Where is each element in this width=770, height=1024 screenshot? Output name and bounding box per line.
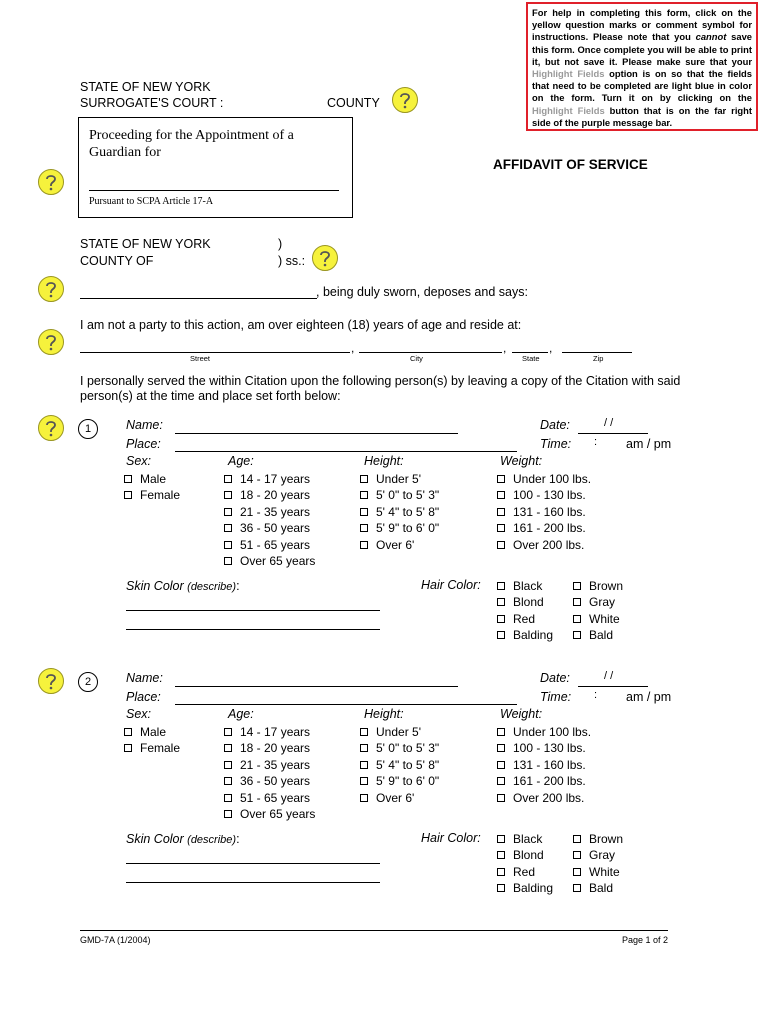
place-label: Place: [126, 690, 161, 704]
help-emphasis: cannot [695, 31, 727, 43]
help-text: button that is on the far right side of the purple message bar. [532, 104, 752, 128]
age-option[interactable]: 14 - 17 years [224, 725, 310, 739]
help-question-icon[interactable] [312, 245, 338, 271]
sworn-text: , being duly sworn, deposes and says: [316, 285, 528, 299]
place-field[interactable] [175, 451, 517, 452]
date-label: Date: [540, 418, 570, 432]
age-option[interactable]: 51 - 65 years [224, 538, 310, 552]
venue-ss: ) ss.: [278, 254, 306, 268]
height-option[interactable]: Under 5' [360, 472, 421, 486]
proceeding-caption: Proceeding for the Appointment of a Guardian for [89, 128, 294, 160]
height-option[interactable]: 5' 0" to 5' 3" [360, 488, 439, 502]
state-heading: STATE OF NEW YORK [80, 80, 211, 94]
hair-option[interactable]: Balding [497, 628, 553, 642]
height-option[interactable]: Over 6' [360, 538, 414, 552]
time-colon: : [594, 436, 598, 448]
state-field[interactable] [512, 352, 548, 353]
hair-option[interactable]: Black [497, 579, 542, 593]
hair-option[interactable]: Balding [497, 881, 553, 895]
footer-rule [80, 930, 668, 931]
height-label: Height: [364, 454, 404, 468]
height-label: Height: [364, 707, 404, 721]
venue-paren: ) [278, 237, 283, 251]
document-title: AFFIDAVIT OF SERVICE [493, 157, 648, 172]
weight-option[interactable]: 131 - 160 lbs. [497, 758, 586, 772]
skin-color-label: Skin Color (describe): [126, 579, 240, 593]
date-label: Date: [540, 671, 570, 685]
sex-option[interactable]: Male [124, 472, 166, 486]
hair-option[interactable]: Bald [573, 628, 613, 642]
person-block [0, 413, 770, 653]
help-text: save this form. Once complete you will be able to print it, but not save it. Please make sure that your [532, 31, 752, 67]
name-field[interactable] [175, 433, 458, 434]
court-heading: SURROGATE'S COURT : [80, 96, 224, 110]
hair-option[interactable]: White [573, 865, 620, 879]
hair-option[interactable]: Gray [573, 848, 615, 862]
skin-color-label: Skin Color (describe): [126, 832, 240, 846]
person-number: 1 [78, 419, 98, 439]
height-option[interactable]: 5' 9" to 6' 0" [360, 521, 439, 535]
help-question-icon[interactable] [38, 276, 64, 302]
date-field[interactable] [578, 686, 648, 687]
pursuant-text: Pursuant to SCPA Article 17-A [89, 196, 214, 207]
street-field[interactable] [80, 352, 350, 353]
skin-color-field[interactable] [126, 610, 380, 611]
hair-color-label: Hair Color: [421, 578, 481, 592]
city-label: City [410, 354, 423, 363]
proceeding-box [78, 117, 353, 218]
height-option[interactable]: 5' 4" to 5' 8" [360, 758, 439, 772]
weight-option[interactable]: 161 - 200 lbs. [497, 521, 586, 535]
age-option[interactable]: 18 - 20 years [224, 741, 310, 755]
help-question-icon[interactable] [392, 87, 418, 113]
guardian-name-field[interactable] [89, 190, 339, 191]
venue-county: COUNTY OF [80, 254, 154, 268]
hair-option[interactable]: Black [497, 832, 542, 846]
date-slashes: / / [604, 417, 614, 429]
age-label: Age: [228, 707, 254, 721]
weight-option[interactable]: Over 200 lbs. [497, 791, 584, 805]
comma: , [503, 341, 507, 355]
sex-label: Sex: [126, 454, 152, 468]
county-label: COUNTY [327, 96, 380, 110]
ampm-label: am / pm [626, 690, 672, 704]
height-option[interactable]: Under 5' [360, 725, 421, 739]
name-field[interactable] [175, 686, 458, 687]
sex-label: Sex: [126, 707, 152, 721]
street-label: Street [190, 354, 211, 363]
date-slashes: / / [604, 670, 614, 682]
weight-option[interactable]: Under 100 lbs. [497, 725, 591, 739]
hair-option[interactable]: Blond [497, 848, 544, 862]
not-party-text: I am not a party to this action, am over eighteen (18) years of age and reside at: [80, 318, 522, 332]
venue-state: STATE OF NEW YORK [80, 237, 211, 251]
zip-field[interactable] [562, 352, 632, 353]
help-text: option is on so that the fields that need to be completed are light blue in color on the form. Turn it on by clicking on the [532, 68, 752, 104]
skin-color-field[interactable] [126, 882, 380, 883]
age-label: Age: [228, 454, 254, 468]
highlight-fields-term: Highlight Fields [532, 104, 605, 116]
form-id: GMD-7A (1/2004) [80, 935, 151, 945]
age-option[interactable]: 36 - 50 years [224, 521, 310, 535]
sex-option[interactable]: Female [124, 741, 180, 755]
place-field[interactable] [175, 704, 517, 705]
height-option[interactable]: 5' 0" to 5' 3" [360, 741, 439, 755]
age-option[interactable]: 21 - 35 years [224, 505, 310, 519]
sex-option[interactable]: Male [124, 725, 166, 739]
ampm-label: am / pm [626, 437, 672, 451]
age-option[interactable]: Over 65 years [224, 807, 315, 821]
age-option[interactable]: Over 65 years [224, 554, 315, 568]
served-text: I personally served the within Citation upon the following person(s) by leaving a copy of the Citation with said person(s) at the time and place set forth below: [80, 374, 681, 403]
weight-option[interactable]: Under 100 lbs. [497, 472, 591, 486]
help-question-icon[interactable] [38, 415, 64, 441]
weight-label: Weight: [500, 707, 543, 721]
person-block [0, 666, 770, 906]
person-number: 2 [78, 672, 98, 692]
zip-label: Zip [593, 354, 604, 363]
hair-option[interactable]: Brown [573, 832, 623, 846]
page-number: Page 1 of 2 [622, 935, 669, 945]
hair-color-label: Hair Color: [421, 831, 481, 845]
hair-option[interactable]: White [573, 612, 620, 626]
height-option[interactable]: 5' 9" to 6' 0" [360, 774, 439, 788]
date-field[interactable] [578, 433, 648, 434]
hair-option[interactable]: Brown [573, 579, 623, 593]
hair-option[interactable]: Blond [497, 595, 544, 609]
time-label: Time: [540, 690, 572, 704]
help-text: For help in completing this form, click on the yellow question marks or comment symbol for instructions. Please note that you [532, 7, 752, 43]
deponent-name-field[interactable] [80, 298, 317, 299]
hair-option[interactable]: Red [497, 865, 535, 879]
help-instructions-box [526, 2, 758, 131]
name-label: Name: [126, 671, 163, 685]
city-field[interactable] [359, 352, 502, 353]
help-question-icon[interactable] [38, 329, 64, 355]
highlight-fields-term: Highlight Fields [532, 68, 605, 80]
name-label: Name: [126, 418, 163, 432]
weight-option[interactable]: 161 - 200 lbs. [497, 774, 586, 788]
weight-option[interactable]: 131 - 160 lbs. [497, 505, 586, 519]
age-option[interactable]: 18 - 20 years [224, 488, 310, 502]
age-option[interactable]: 14 - 17 years [224, 472, 310, 486]
hair-option[interactable]: Red [497, 612, 535, 626]
hair-option[interactable]: Gray [573, 595, 615, 609]
weight-option[interactable]: 100 - 130 lbs. [497, 741, 586, 755]
weight-option[interactable]: Over 200 lbs. [497, 538, 584, 552]
weight-label: Weight: [500, 454, 543, 468]
time-colon: : [594, 689, 598, 701]
time-label: Time: [540, 437, 572, 451]
place-label: Place: [126, 437, 161, 451]
hair-option[interactable]: Bald [573, 881, 613, 895]
age-option[interactable]: 21 - 35 years [224, 758, 310, 772]
height-option[interactable]: Over 6' [360, 791, 414, 805]
skin-color-field[interactable] [126, 863, 380, 864]
age-option[interactable]: 51 - 65 years [224, 791, 310, 805]
age-option[interactable]: 36 - 50 years [224, 774, 310, 788]
comma: , [549, 341, 553, 355]
state-label: State [522, 354, 540, 363]
help-question-icon[interactable] [38, 668, 64, 694]
height-option[interactable]: 5' 4" to 5' 8" [360, 505, 439, 519]
skin-color-field[interactable] [126, 629, 380, 630]
sex-option[interactable]: Female [124, 488, 180, 502]
comma: , [351, 341, 355, 355]
weight-option[interactable]: 100 - 130 lbs. [497, 488, 586, 502]
help-question-icon[interactable] [38, 169, 64, 195]
